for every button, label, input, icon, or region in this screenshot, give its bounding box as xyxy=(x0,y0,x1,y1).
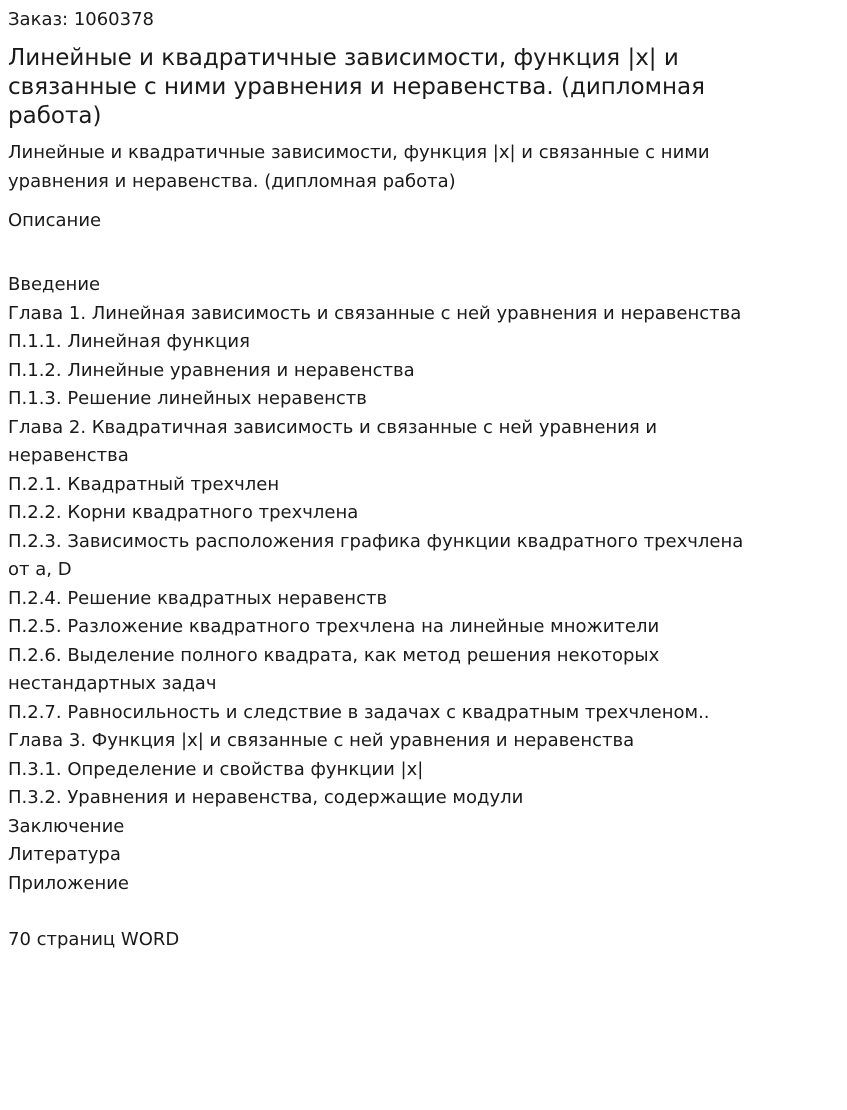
toc-item: П.2.4. Решение квадратных неравенств xyxy=(8,587,388,609)
order-number: Заказ: 1060378 xyxy=(8,9,154,30)
toc-item: П.2.5. Разложение квадратного трехчлена на линейные множители xyxy=(8,616,660,637)
toc-item: Глава 2. Квадратичная зависимость и связанные с ней уравнения и неравенства xyxy=(8,416,658,466)
document-subtitle: Линейные и квадратичные зависимости, функция |x| и связанные с ними уравнения и неравенства. (дипломная работа) xyxy=(8,142,710,192)
toc-item: П.1.2. Линейные уравнения и неравенства xyxy=(8,359,415,381)
toc-item: П.1.1. Линейная функция xyxy=(8,331,250,352)
table-of-contents xyxy=(8,271,768,898)
toc-item: Приложение xyxy=(8,872,130,894)
toc-item: П.3.2. Уравнения и неравенства, содержащие модули xyxy=(8,787,524,808)
document-title: Линейные и квадратичные зависимости, функция |x| и связанные с ними уравнения и неравенства. (дипломная работа) xyxy=(8,45,705,129)
toc-item: П.1.3. Решение линейных неравенств xyxy=(8,388,367,409)
toc-item: П.2.3. Зависимость расположения графика функции квадратного трехчлена от a, D xyxy=(8,530,744,580)
toc-item: Глава 3. Функция |x| и связанные с ней уравнения и неравенства xyxy=(8,730,635,751)
toc-item: П.2.7. Равносильность и следствие в задачах с квадратным трехчленом.. xyxy=(8,701,710,723)
toc-item: Введение xyxy=(8,274,101,295)
toc-item: П.3.1. Определение и свойства функции |x| xyxy=(8,758,424,780)
toc-item: П.2.1. Квадратный трехчлен xyxy=(8,473,280,495)
description-heading: Описание xyxy=(8,210,102,231)
toc-item: П.2.2. Корни квадратного трехчлена xyxy=(8,502,359,523)
toc-item: П.2.6. Выделение полного квадрата, как метод решения некоторых нестандартных задач xyxy=(8,644,660,694)
toc-item: Литература xyxy=(8,844,121,865)
page-count: 70 страниц WORD xyxy=(8,929,180,950)
toc-item: Глава 1. Линейная зависимость и связанные с ней уравнения и неравенства xyxy=(8,302,742,324)
toc-item: Заключение xyxy=(8,815,125,837)
